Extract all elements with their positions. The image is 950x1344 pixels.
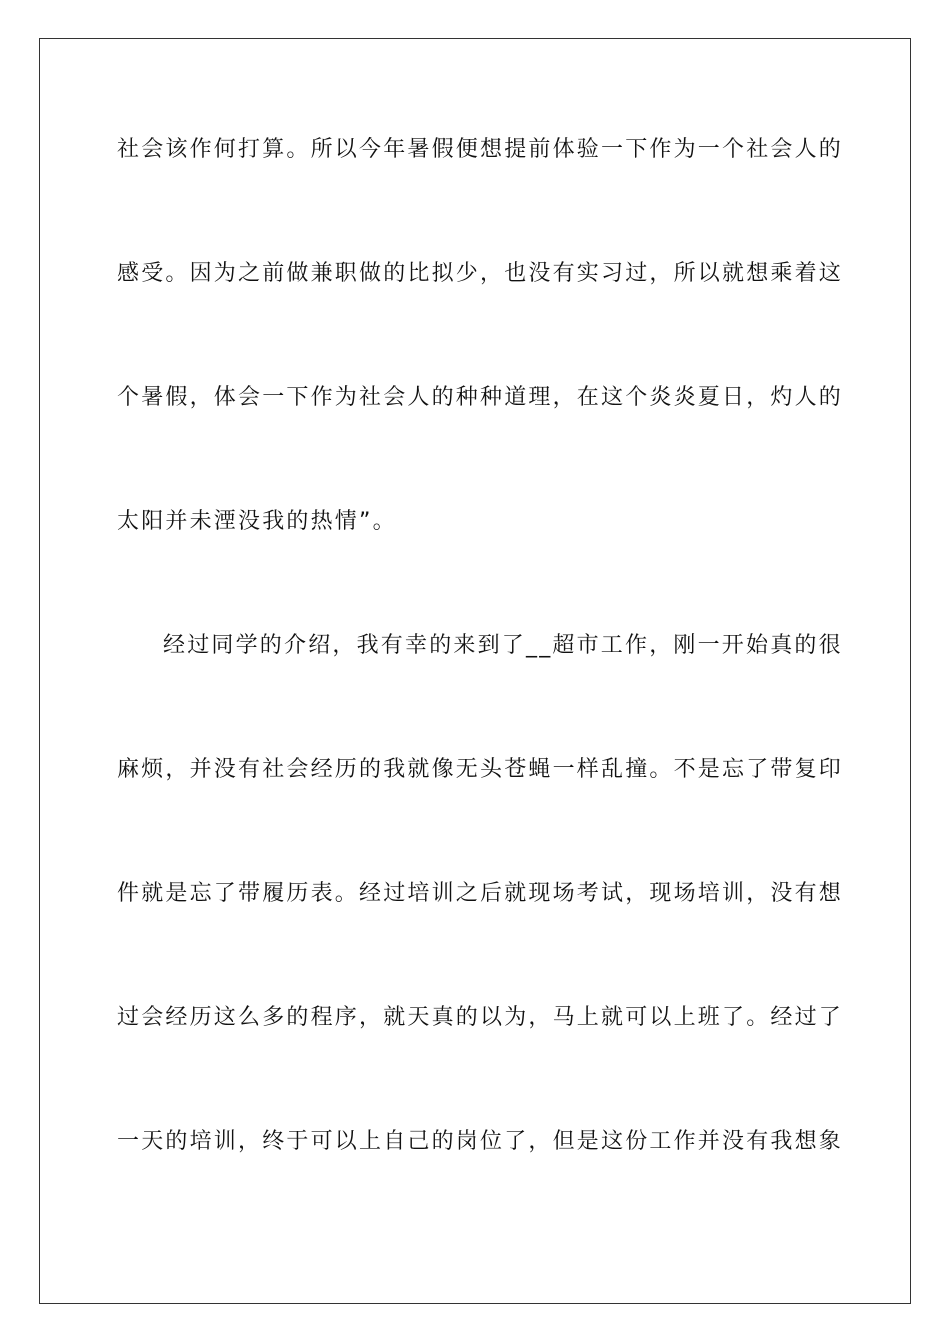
body-text-line-8: 过会经历这么多的程序，就天真的以为，马上就可以上班了。经过了 — [117, 1005, 844, 1030]
body-text-line-2: 感受。因为之前做兼职做的比拟少，也没有实习过，所以就想乘着这 — [117, 261, 844, 286]
body-text-line-4: 太阳并未湮没我的热情”。 — [117, 509, 397, 534]
body-text-line-3: 个暑假，体会一下作为社会人的种种道理，在这个炎炎夏日，灼人的 — [117, 385, 844, 410]
page-border — [39, 38, 911, 1304]
body-text-line-1: 社会该作何打算。所以今年暑假便想提前体验一下作为一个社会人的 — [117, 137, 844, 162]
body-text-line-7: 件就是忘了带履历表。经过培训之后就现场考试，现场培训，没有想 — [117, 881, 844, 906]
body-text-line-5-paragraph-start: 经过同学的介绍，我有幸的来到了__超市工作，刚一开始真的很 — [163, 633, 843, 658]
body-text-line-6: 麻烦，并没有社会经历的我就像无头苍蝇一样乱撞。不是忘了带复印 — [117, 757, 844, 782]
body-text-line-9: 一天的培训，终于可以上自己的岗位了，但是这份工作并没有我想象 — [117, 1129, 844, 1154]
